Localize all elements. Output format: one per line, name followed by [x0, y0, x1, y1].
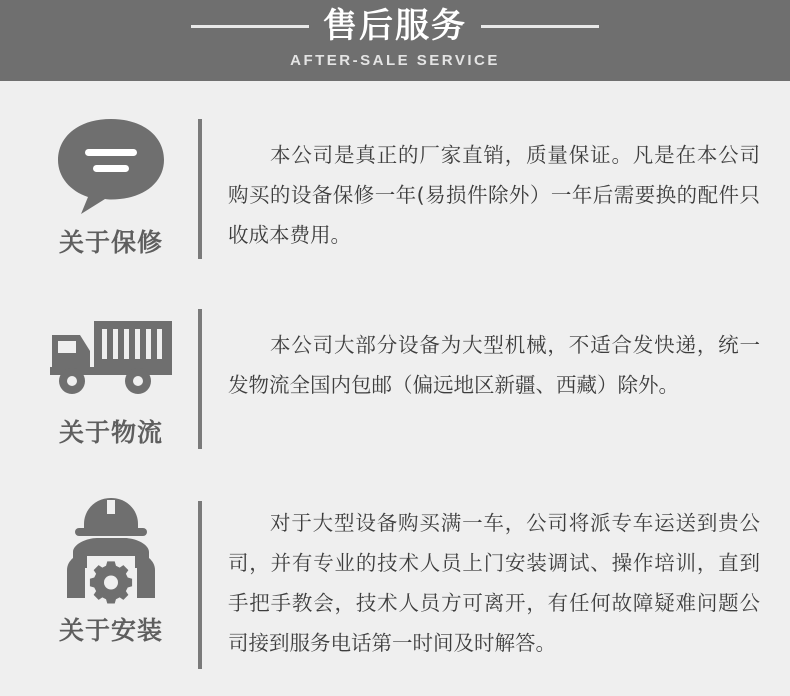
page-header: [0, 0, 790, 81]
section-logistics-label: 关于物流: [58, 418, 163, 447]
section-logistics: [0, 303, 790, 449]
sections-container: [0, 81, 790, 669]
section-installation-text-column: [202, 495, 760, 663]
page-subtitle: AFTER-SALE SERVICE: [290, 52, 500, 69]
section-installation-text: 对于大型设备购买满一车，公司将派专车运送到贵公司，并有专业的技术人员上门安装调试、操作培训，直到手把手教会，技术人员方可离开，有任何故障疑难问题公司接到服务电话第一时间及时解答。: [228, 511, 760, 655]
worker-gear-icon: [51, 501, 171, 605]
section-logistics-text: 本公司大部分设备为大型机械，不适合发快递，统一发物流全国内包邮（偏远地区新疆、西藏）除外。: [228, 333, 760, 397]
header-title-row: [0, 4, 790, 48]
section-logistics-icon-column: [36, 303, 186, 449]
page-title: 售后服务: [323, 6, 467, 46]
section-warranty-icon-column: [36, 113, 186, 259]
section-warranty-text-column: [202, 113, 760, 255]
header-rule-right: [481, 25, 599, 28]
section-installation: [0, 495, 790, 669]
header-rule-left: [191, 25, 309, 28]
section-installation-icon-column: [36, 495, 186, 647]
section-warranty-label: 关于保修: [58, 228, 163, 257]
section-installation-label: 关于安装: [58, 616, 163, 645]
section-warranty-text: 本公司是真正的厂家直销，质量保证。凡是在本公司购买的设备保修一年(易损件除外）一年后需要换的配件只收成本费用。: [228, 143, 760, 247]
truck-icon: [46, 303, 176, 407]
section-warranty: [0, 113, 790, 259]
section-logistics-text-column: [202, 303, 760, 405]
speech-bubble-icon: [55, 113, 167, 217]
